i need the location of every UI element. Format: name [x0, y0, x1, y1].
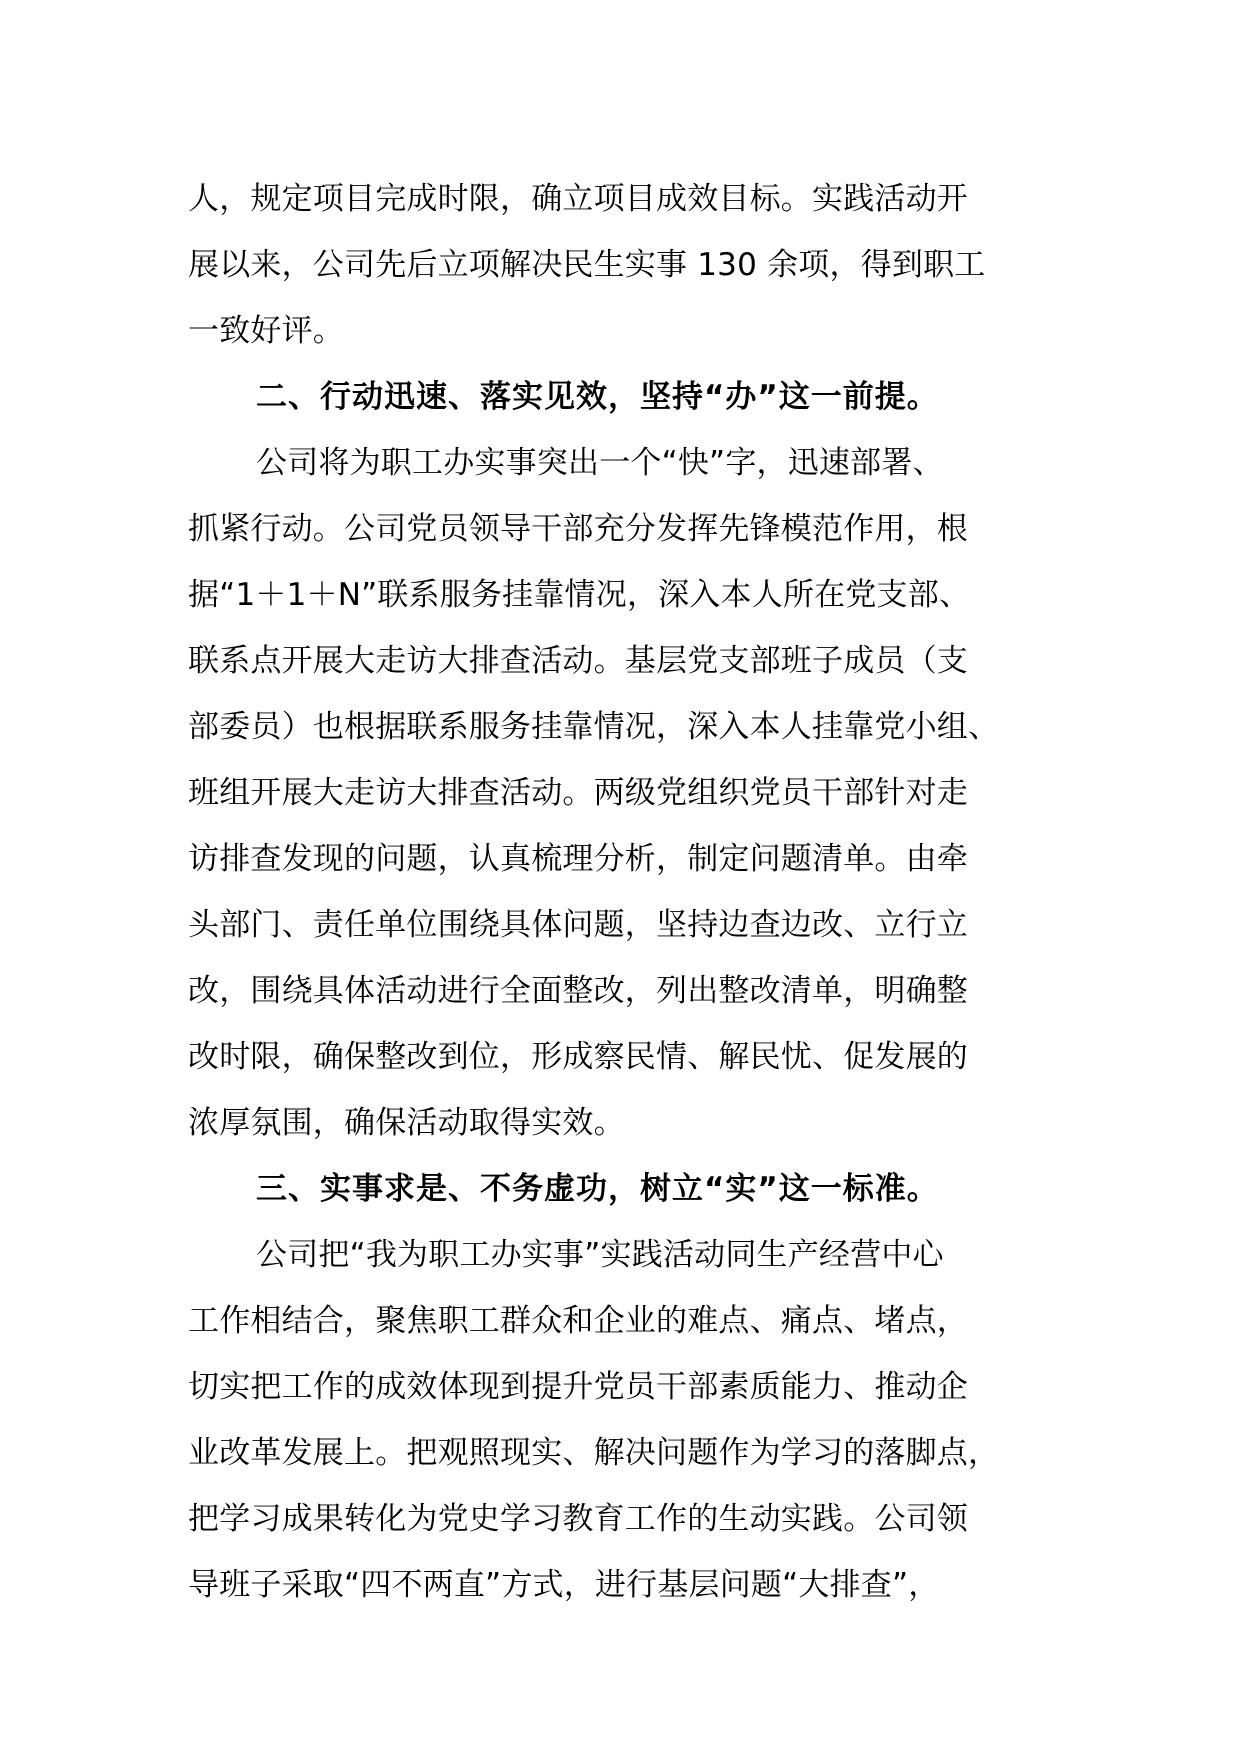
- document-page: [188, 166, 1068, 1618]
- text-line: 一致好评。: [188, 313, 344, 349]
- text-line: 班组开展大走访大排查活动。两级党组织党员干部针对走: [188, 775, 968, 811]
- paragraph-section-3: [188, 1222, 1068, 1618]
- text-line: 浓厚氛围，确保活动取得实效。: [188, 1105, 625, 1141]
- text-line: 业改革发展上。把观照现实、解决问题作为学习的落脚点，: [188, 1435, 1000, 1471]
- text-line: 据“1＋1＋N”联系服务挂靠情况，深入本人所在党支部、: [188, 577, 971, 613]
- text-line: 切实把工作的成效体现到提升党员干部素质能力、推动企: [188, 1369, 968, 1405]
- heading-line: 三、实事求是、不务虚功，树立“实”这一标准。: [256, 1171, 939, 1207]
- text-line: 导班子采取“四不两直”方式，进行基层问题“大排查”，: [188, 1567, 940, 1603]
- text-line: 头部门、责任单位围绕具体问题，坚持边查边改、立行立: [188, 907, 968, 943]
- text-line: 把学习成果转化为党史学习教育工作的生动实践。公司领: [188, 1501, 968, 1537]
- paragraph-continuation: [188, 166, 1068, 364]
- heading-line: 二、行动迅速、落实见效，坚持“办”这一前提。: [256, 379, 939, 415]
- text-line: 改时限，确保整改到位，形成察民情、解民忧、促发展的: [188, 1039, 968, 1075]
- paragraph-section-2: [188, 430, 1068, 1156]
- text-line: 公司将为职工办实事突出一个“快”字，迅速部署、: [256, 445, 944, 481]
- section-heading-2: [188, 364, 1068, 430]
- text-line: 改，围绕具体活动进行全面整改，列出整改清单，明确整: [188, 973, 968, 1009]
- text-line: 联系点开展大走访大排查活动。基层党支部班子成员（支: [188, 643, 968, 679]
- text-line: 访排查发现的问题，认真梳理分析，制定问题清单。由牵: [188, 841, 968, 877]
- text-line: 展以来，公司先后立项解决民生实事 130 余项，得到职工: [188, 247, 986, 283]
- text-line: 工作相结合，聚焦职工群众和企业的难点、痛点、堵点，: [188, 1303, 968, 1339]
- text-line: 抓紧行动。公司党员领导干部充分发挥先锋模范作用，根: [188, 511, 968, 547]
- section-heading-3: [188, 1156, 1068, 1222]
- text-line: 人，规定项目完成时限，确立项目成效目标。实践活动开: [188, 181, 968, 217]
- text-line: 部委员）也根据联系服务挂靠情况，深入本人挂靠党小组、: [188, 709, 1000, 745]
- text-line: 公司把“我为职工办实事”实践活动同生产经营中心: [256, 1237, 944, 1273]
